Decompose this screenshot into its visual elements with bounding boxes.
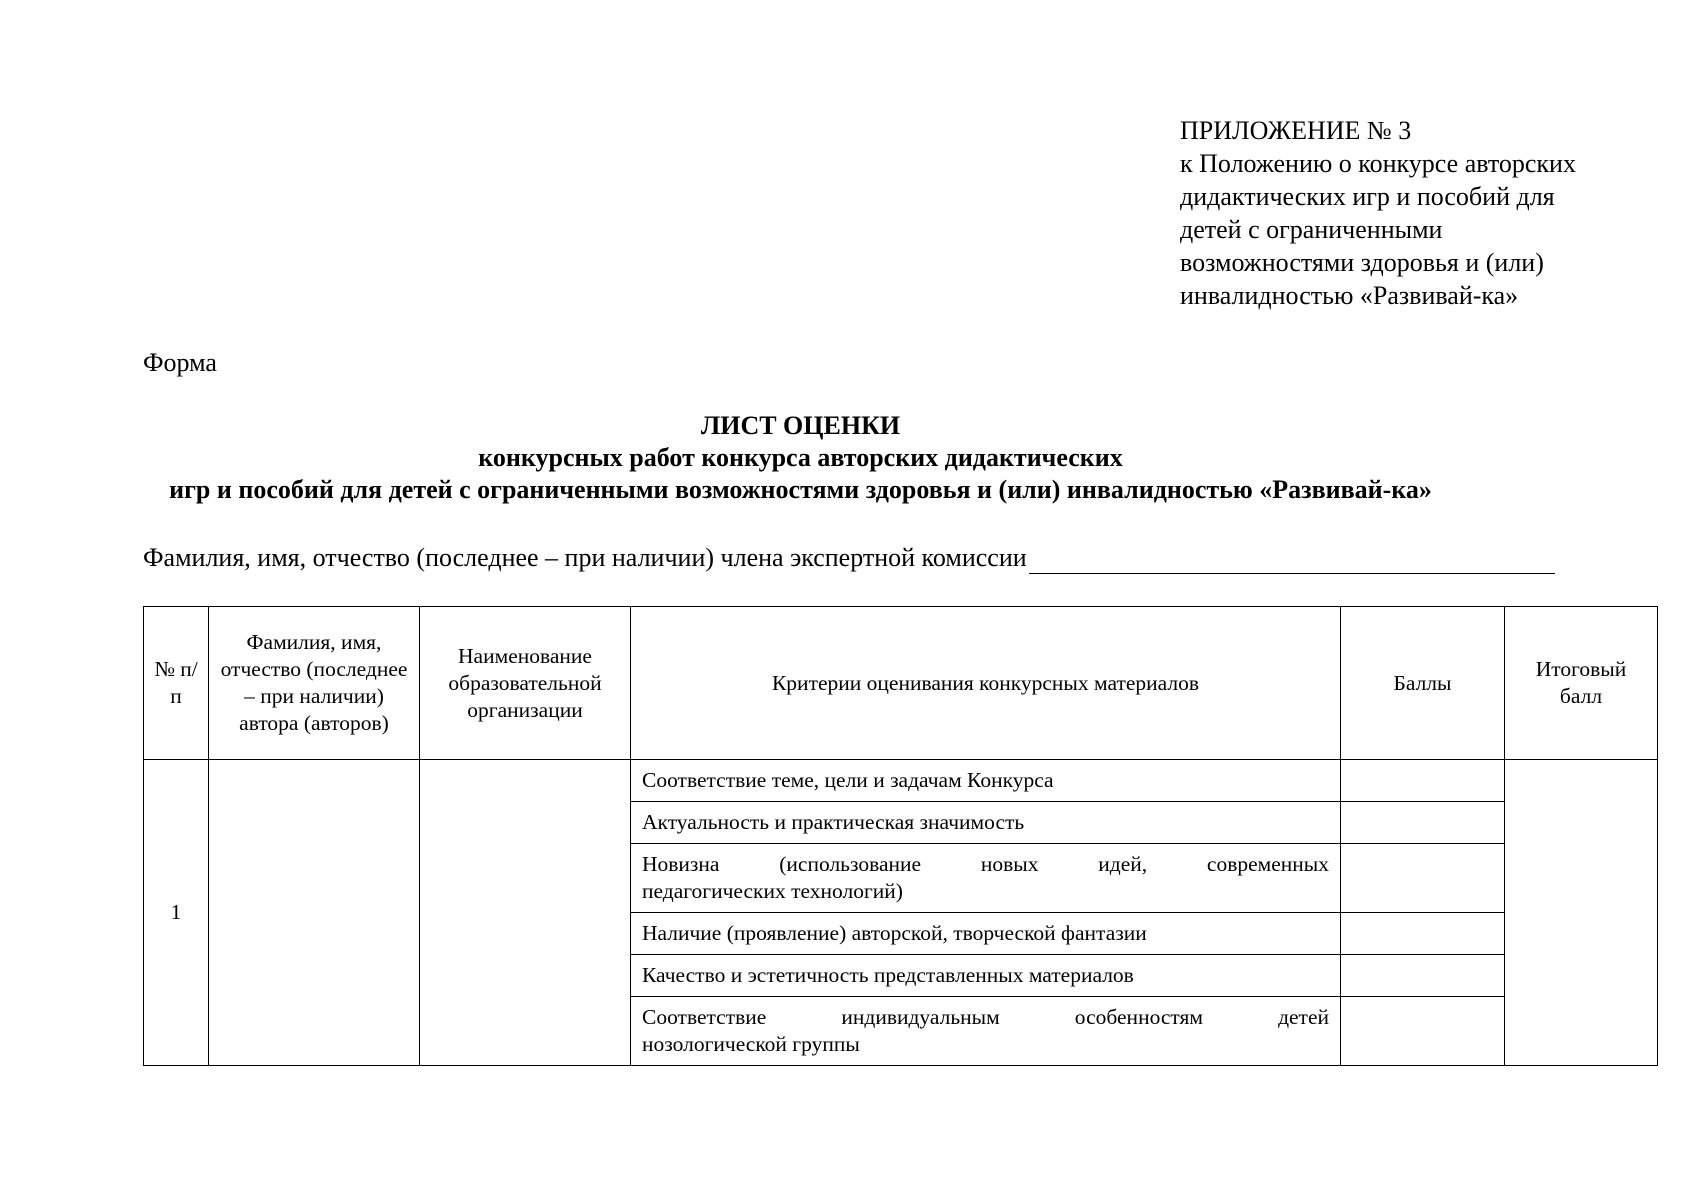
author-cell[interactable] xyxy=(209,760,420,1066)
table-row xyxy=(144,760,1658,802)
criterion-cell xyxy=(631,760,1341,802)
org-cell[interactable] xyxy=(420,760,631,1066)
criterion-text-cont: нозологической группы xyxy=(642,1032,860,1056)
points-cell[interactable] xyxy=(1341,760,1505,802)
form-label: Форма xyxy=(143,348,217,377)
document-title xyxy=(0,410,1697,506)
appendix-title: ПРИЛОЖЕНИЕ № 3 xyxy=(1180,116,1412,145)
points-cell[interactable] xyxy=(1341,997,1505,1066)
criterion-text: Соответствие индивидуальным особенностям детей xyxy=(642,1005,1329,1029)
criterion-text: Качество и эстетичность представленных материалов xyxy=(642,963,1134,987)
points-cell[interactable] xyxy=(1341,802,1505,844)
header-points: Баллы xyxy=(1341,607,1505,760)
criterion-cell xyxy=(631,913,1341,955)
criterion-cell xyxy=(631,997,1341,1066)
title-subtitle-2: игр и пособий для детей с ограниченными возможностями здоровья и (или) инвалидностью «Развивай-ка» xyxy=(169,475,1432,504)
title-subtitle-1: конкурсных работ конкурса авторских дидактических xyxy=(478,443,1123,472)
criterion-text: Актуальность и практическая значимость xyxy=(642,810,1025,834)
appendix-block xyxy=(1180,114,1650,312)
row-number-cell: 1 xyxy=(144,760,209,1066)
points-cell[interactable] xyxy=(1341,844,1505,913)
points-cell[interactable] xyxy=(1341,955,1505,997)
total-cell[interactable] xyxy=(1505,760,1658,1066)
criterion-cell xyxy=(631,955,1341,997)
appendix-line: детей с ограниченными xyxy=(1180,215,1443,244)
header-author: Фамилия, имя, отчество (последнее – при наличии) автора (авторов) xyxy=(209,607,420,760)
evaluation-table xyxy=(143,606,1658,1066)
criterion-text: Соответствие теме, цели и задачам Конкурса xyxy=(642,768,1054,792)
title-main: ЛИСТ ОЦЕНКИ xyxy=(700,411,901,440)
expert-name-label: Фамилия, имя, отчество (последнее – при наличии) члена экспертной комиссии xyxy=(143,543,1027,572)
appendix-line: возможностями здоровья и (или) xyxy=(1180,248,1544,277)
criterion-text: Новизна (использование новых идей, современных xyxy=(642,852,1329,876)
appendix-line: к Положению о конкурсе авторских xyxy=(1180,149,1576,178)
expert-name-blank[interactable] xyxy=(1029,545,1555,574)
appendix-line: инвалидностью «Развивай-ка» xyxy=(1180,281,1519,310)
criterion-cell xyxy=(631,802,1341,844)
criterion-cell xyxy=(631,844,1341,913)
table-header-row xyxy=(144,607,1658,760)
appendix-line: дидактических игр и пособий для xyxy=(1180,182,1555,211)
expert-name-line xyxy=(143,542,1643,574)
points-cell[interactable] xyxy=(1341,913,1505,955)
criterion-text: Наличие (проявление) авторской, творческой фантазии xyxy=(642,921,1147,945)
header-total: Итоговый балл xyxy=(1505,607,1658,760)
criterion-text-cont: педагогических технологий) xyxy=(642,879,903,903)
header-num: № п/п xyxy=(144,607,209,760)
header-criteria: Критерии оценивания конкурсных материалов xyxy=(631,607,1341,760)
header-org: Наименование образовательной организации xyxy=(420,607,631,760)
